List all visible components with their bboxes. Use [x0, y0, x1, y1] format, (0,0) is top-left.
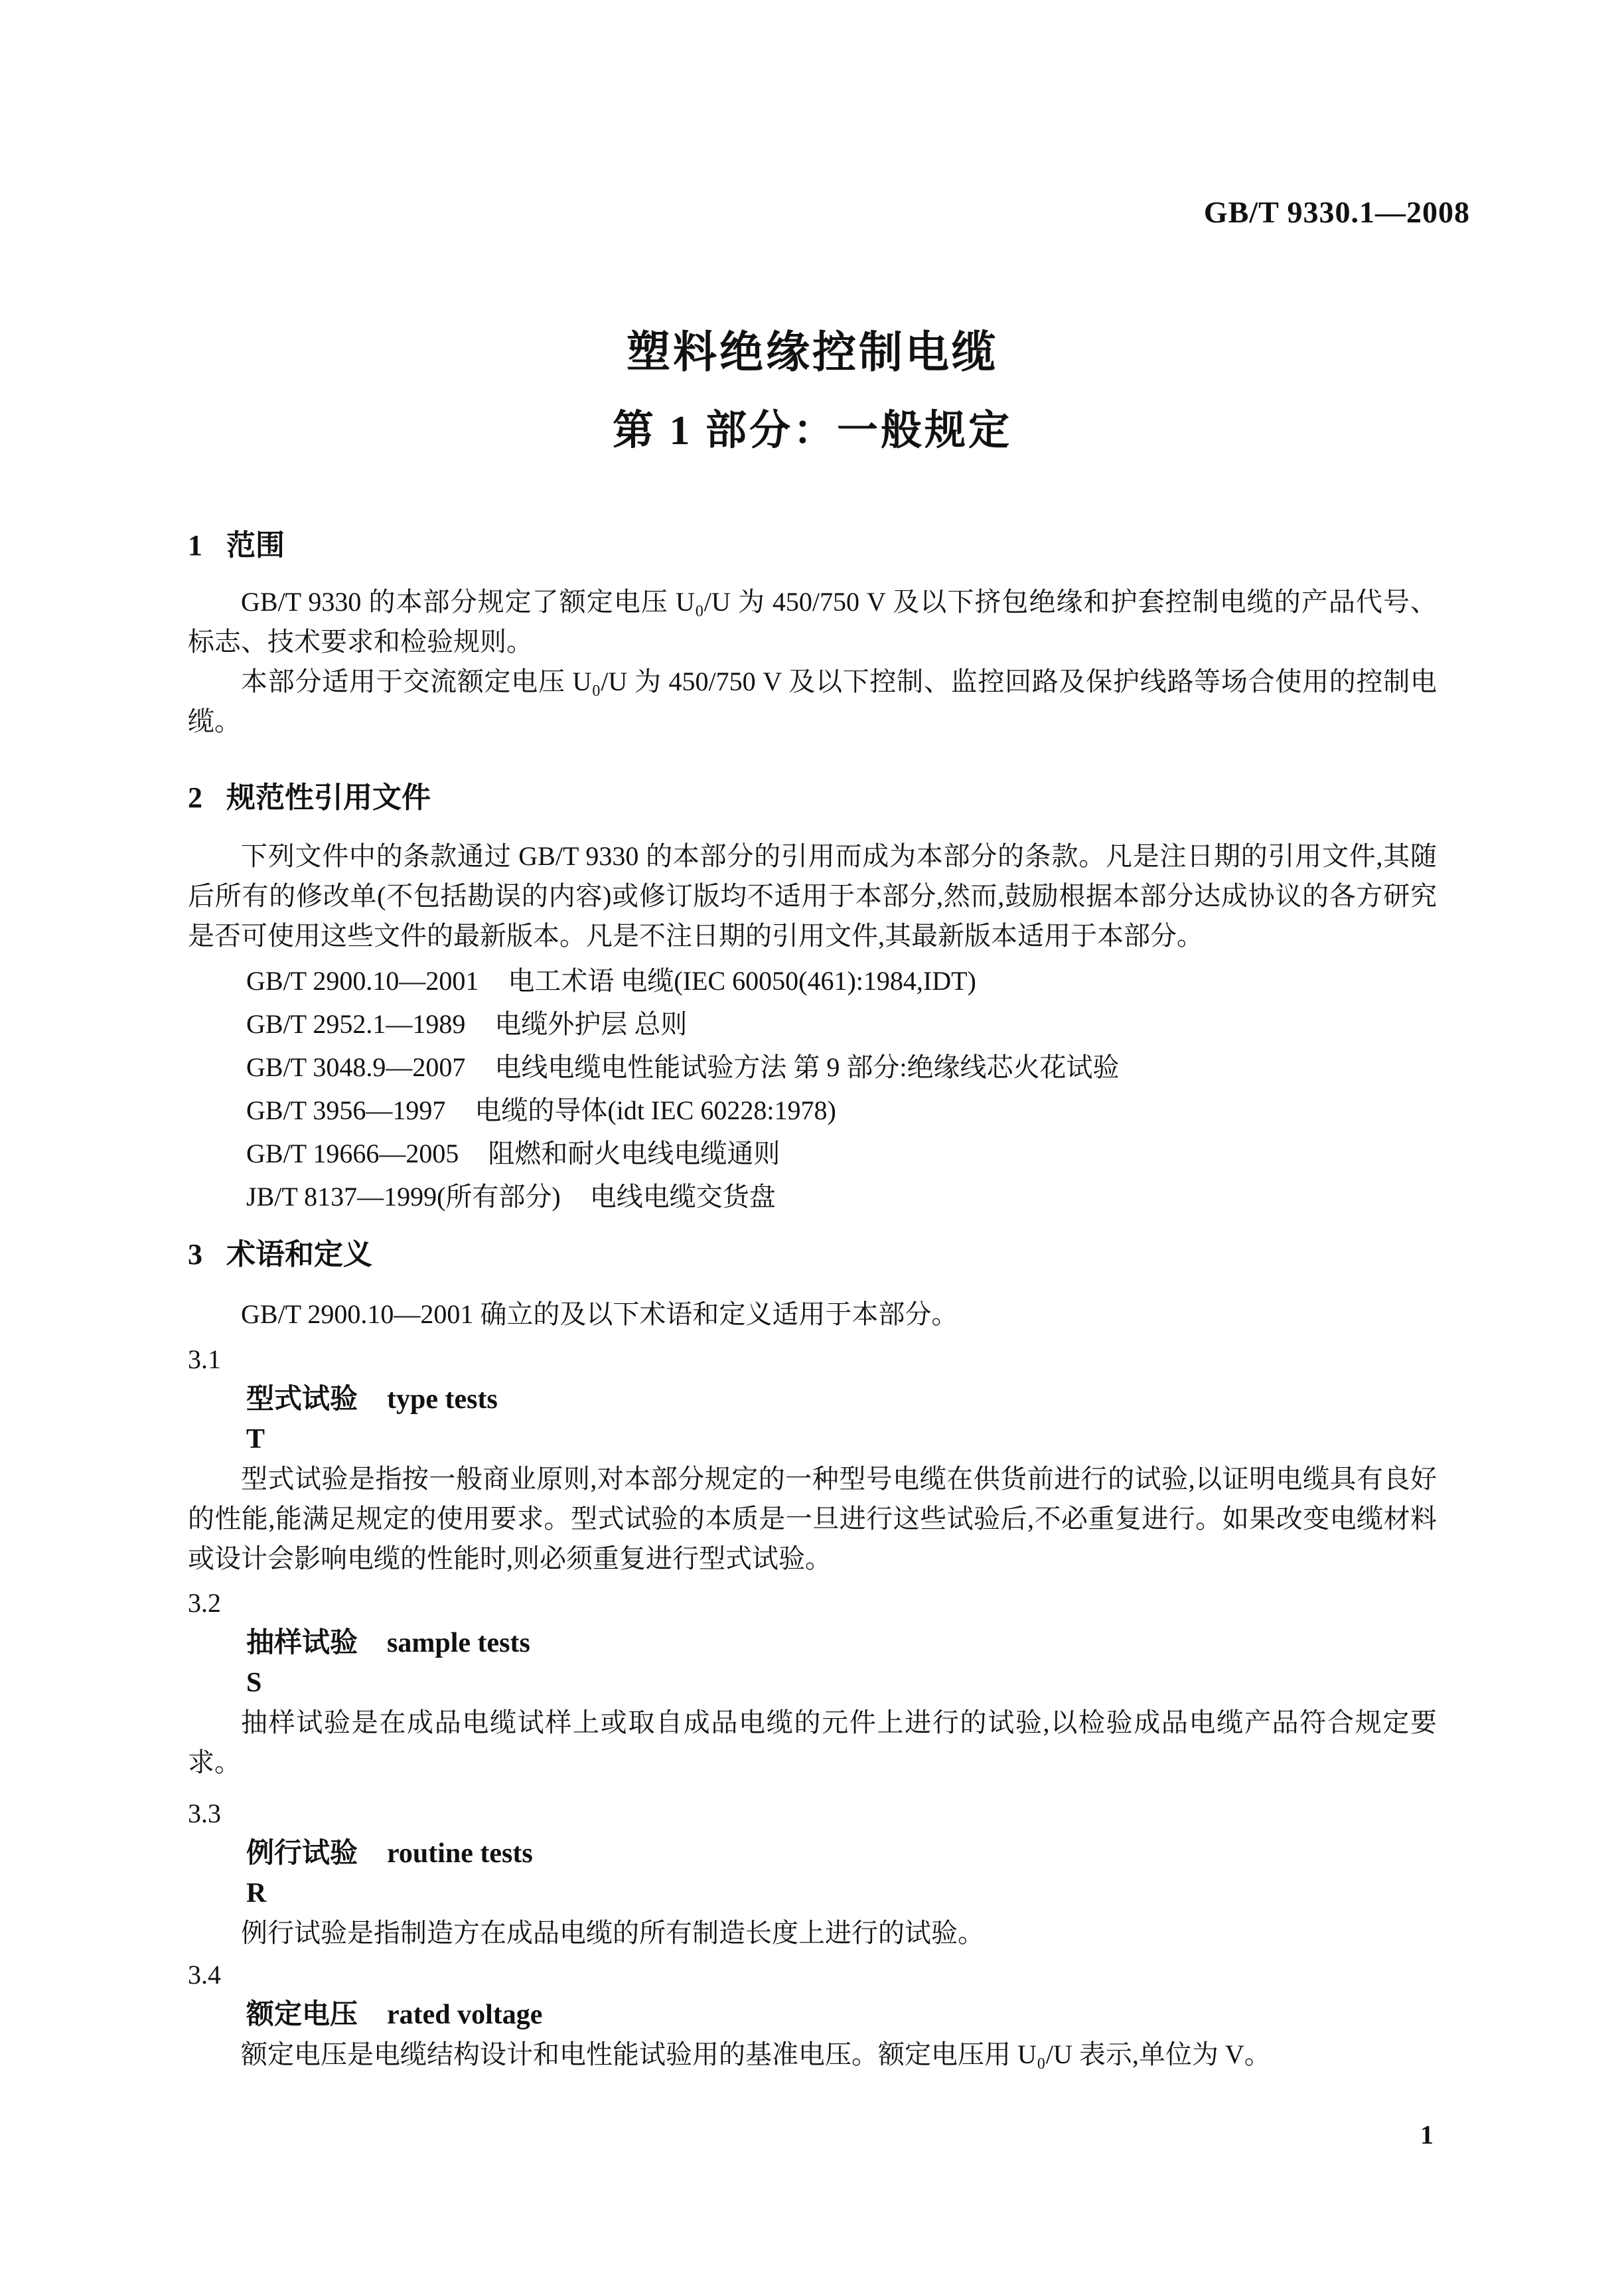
reference-item — [246, 1002, 1437, 1046]
term-3-3-chinese: 例行试验 — [246, 1838, 358, 1869]
reference-title: 电线电缆交货盘 — [589, 1182, 776, 1212]
term-3-2-english: sample tests — [387, 1628, 530, 1658]
clause-3-1-number: 3.1 — [188, 1344, 221, 1374]
reference-title: 阻燃和耐火电线电缆通则 — [488, 1139, 780, 1168]
reference-code: JB/T 8137—1999(所有部分) — [246, 1182, 561, 1212]
term-3-1-english: type tests — [387, 1384, 498, 1415]
reference-item — [246, 1175, 1437, 1218]
normative-references-list — [188, 959, 1437, 1218]
term-3-3-symbol: R — [246, 1878, 267, 1909]
term-3-1 — [246, 1380, 1437, 1419]
term-3-3 — [246, 1834, 1437, 1873]
section-1-number: 1 — [188, 529, 202, 562]
reference-item — [246, 1046, 1437, 1089]
clause-3-2-number: 3.2 — [188, 1588, 221, 1618]
page-number: 1 — [1420, 2120, 1434, 2150]
document-title-line2: 第 1 部分：一般规定 — [612, 408, 1012, 453]
term-3-2-definition: 抽样试验是在成品电缆试样上或取自成品电缆的元件上进行的试验,以检验成品电缆产品符合规定要求。 — [188, 1707, 1437, 1777]
reference-code: GB/T 2900.10—2001 — [246, 966, 479, 996]
section-1-heading — [188, 526, 1437, 566]
reference-code: GB/T 3956—1997 — [246, 1095, 446, 1125]
reference-title: 电缆外护层 总则 — [494, 1009, 688, 1039]
term-3-2 — [246, 1623, 1437, 1663]
term-3-4-english: rated voltage — [387, 2000, 543, 2030]
section-2-heading — [188, 778, 1437, 818]
term-3-1-symbol: T — [246, 1424, 265, 1455]
section-2-number: 2 — [188, 781, 202, 814]
reference-code: GB/T 19666—2005 — [246, 1139, 459, 1168]
section-3-title: 术语和定义 — [226, 1238, 372, 1271]
term-3-4-chinese: 额定电压 — [246, 2000, 358, 2030]
reference-item — [246, 1132, 1437, 1175]
section-3-number: 3 — [188, 1238, 202, 1271]
clause-3-4-number: 3.4 — [188, 1960, 221, 1990]
reference-item — [246, 1089, 1437, 1132]
section-2-paragraph-1: 下列文件中的条款通过 GB/T 9330 的本部分的引用而成为本部分的条款。凡是注日期的引用文件,其随后所有的修改单(不包括勘误的内容)或修订版均不适用于本部分,然而,鼓励根据本部分达成协议的各方研究是否可使用这些文件的最新版本。凡是不注日期的引用文件,其最新版本适用于本部分。 — [188, 841, 1437, 951]
clause-3-3-number: 3.3 — [188, 1798, 221, 1828]
section-3-intro: GB/T 2900.10—2001 确立的及以下术语和定义适用于本部分。 — [241, 1299, 958, 1329]
section-2-title: 规范性引用文件 — [226, 781, 431, 814]
term-3-2-chinese: 抽样试验 — [246, 1628, 358, 1658]
term-3-1-definition: 型式试验是指按一般商业原则,对本部分规定的一种型号电缆在供货前进行的试验,以证明电缆具有良好的性能,能满足规定的使用要求。型式试验的本质是一旦进行这些试验后,不必重复进行。如果改变电缆材料或设计会影响电缆的性能时,则必须重复进行型式试验。 — [188, 1464, 1437, 1573]
reference-title: 电线电缆电性能试验方法 第 9 部分:绝缘线芯火花试验 — [494, 1052, 1120, 1082]
section-1-paragraph-1: GB/T 9330 的本部分规定了额定电压 U₀/U 为 450/750 V 及以下挤包绝缘和护套控制电缆的产品代号、标志、技术要求和检验规则。 — [188, 587, 1437, 657]
reference-code: GB/T 3048.9—2007 — [246, 1052, 466, 1082]
document-title-line1: 塑料绝缘控制电缆 — [627, 329, 998, 377]
term-3-2-symbol: S — [246, 1668, 262, 1698]
section-1-title: 范围 — [226, 529, 285, 562]
reference-code: GB/T 2952.1—1989 — [246, 1009, 466, 1039]
term-3-4 — [246, 1995, 1437, 2035]
term-3-3-definition: 例行试验是指制造方在成品电缆的所有制造长度上进行的试验。 — [241, 1918, 984, 1948]
term-3-3-english: routine tests — [387, 1838, 533, 1869]
section-3-heading — [188, 1235, 1437, 1275]
standard-number: GB/T 9330.1—2008 — [1203, 195, 1470, 229]
term-3-1-chinese: 型式试验 — [246, 1384, 358, 1415]
reference-title: 电缆的导体(idt IEC 60228:1978) — [475, 1095, 836, 1125]
reference-item — [246, 959, 1437, 1002]
term-3-4-definition: 额定电压是电缆结构设计和电性能试验用的基准电压。额定电压用 U₀/U 表示,单位为 V。 — [241, 2039, 1271, 2069]
reference-title: 电工术语 电缆(IEC 60050(461):1984,IDT) — [508, 966, 976, 996]
section-1-paragraph-2: 本部分适用于交流额定电压 U₀/U 为 450/750 V 及以下控制、监控回路及保护线路等场合使用的控制电缆。 — [188, 667, 1437, 736]
